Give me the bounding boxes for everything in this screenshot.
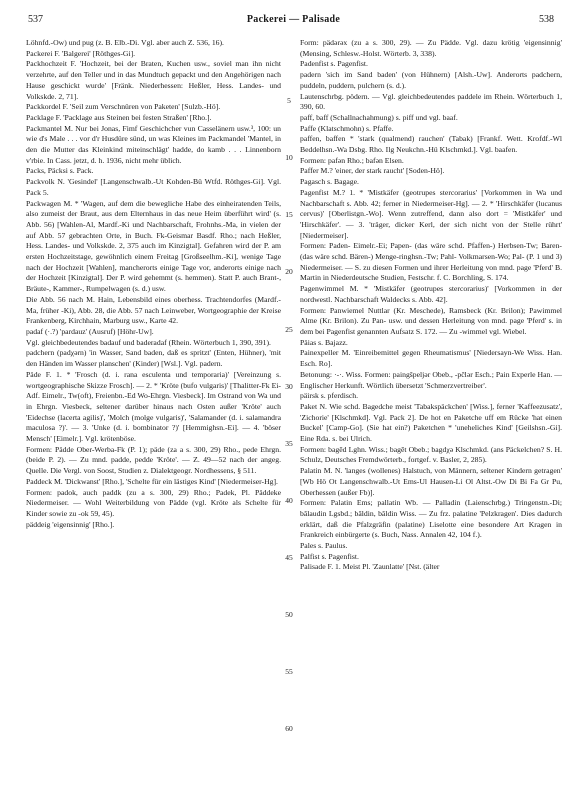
entry: Löhnfd.-Ow) und pug (z. B. Elb.-Di. Vgl. aber auch Z. 536, 16).	[26, 38, 224, 47]
entry: Form: pädərəx (zu a s. 300, 29). — Zu Pädde. Vgl. dazu krötig 'eigensinnig' (Mensing, Schlesw.-Holst. Wörterb. 3, 338).	[300, 38, 562, 58]
entry: Padenfist s. Pagenfist.	[300, 59, 368, 69]
entry: Paffer M.? 'einer, der stark raucht' [Soden-Hö].	[300, 166, 445, 176]
entry: Päias s. Bajazz.	[300, 337, 348, 347]
entry: Formen: Pädde Ober-Werba-Fk (P. 1); päde (za a s. 300, 29) Rho., pede Ehrgn. (beide P. 2). — Zu mnd. padde, pedde 'Kröte'. — Z. 49—52 nach der angeg. Quelle. Die Vergl. von Soost, Studien z. Dialektgeogr. Nordhessens, § 511.	[26, 444, 281, 476]
entry: päddeig 'eigensinnig' [Rho.].	[26, 519, 115, 529]
line-number: 15	[285, 210, 293, 219]
entry: padern 'sich im Sand baden' (von Hühnern) [Alsh.-Uw]. Anderorts padchern, puddeln, puddern, pulchern (s. d.).	[300, 70, 562, 90]
entry: Formen: pafən Rho.; bafən Elsen.	[300, 155, 404, 165]
entry: Painexpeller M. 'Einreibemittel gegen Rheumatismus' [Niedersayn-We Wiss. Han. Esch. Ro].	[300, 348, 562, 369]
entry: Pagenfist M.? 1. * 'Mistkäfer (geotrupes stercorarius' [Vorkommen in Wa und Nachbarschaft s. Abb. 42; ferner in Niedermeiser-Hg]. — 2. * 'Hirschkäfer (lucanus cervus)' [Oberlistgn.-Wo]. Wenn zutreffend, dann also dort = 'Mistkäfer' und 'Hirschkäfer'. — 3. 'träger, dicker Kerl, der sich nicht von der Stelle rührt' [Niedermeiser].	[300, 187, 562, 240]
entry: padaf (·.?) 'pardauz' (Ausruf) [Höhr-Uw].	[26, 326, 154, 336]
entry: Formen: Panwiemel Nuttlar (Kr. Meschede), Ramsbeck (Kr. Brilon); Pawimmel Alme (Kr. Brilon). Zu Pan- usw. und dessen Herleitung von mnd. page 'Pferd' s. in dem bei Pagenfist genannten Aufsatz S. 172. — Zu -wimmel vgl. Wiebel.	[300, 305, 562, 336]
entry: Packerei F. 'Balgerei' [Röthges-Gi].	[26, 48, 136, 58]
line-number: 40	[285, 496, 293, 505]
entry: padchern (padχərn) 'in Wasser, Sand baden, daß es spritzt' (Enten, Hühner), 'mit den Händen im Wasser planschen' (Kinder) [Wsl.]. Vgl. padern.	[26, 348, 281, 369]
left-column	[26, 38, 281, 790]
entry: Packkordel F. 'Seil zum Verschnüren von Paketen' [Sulzb.-Hö].	[26, 102, 221, 112]
entry: Vgl. gleichbedeutendes badauf und baderadaf (Rhein. Wörterbuch 1, 390, 391).	[26, 337, 271, 347]
line-number: 45	[285, 553, 293, 562]
entry: Palfist s. Pagenfist.	[300, 551, 359, 561]
entry: Packhochzeit F. 'Hochzeit, bei der Braten, Kuchen usw., soviel man ihn nicht verzehrte, auf den Teller und in das Mundtuch gepackt und den Angehörigen nach Hause geschickt wurde' [Fränk. Niederhessen: Heßler, Hess. Landes- und Volkskde. 2, 71].	[26, 59, 281, 101]
entry: Palatin M. N. 'langes (wollenes) Halstuch, von Männern, seltener Kindern getragen' [Wb Hö Ot Langenschwalb.-Ut Ems-Ul Hausen-Li Ol Altst.-Ow Di Bi Fa Gr Pu, Oberhessen (außer Fb)].	[300, 466, 562, 497]
entry: Formen: padok, auch paddk (zu a s. 300, 29) Rho.; Padek, Pl. Päddeke Niedermeiser. — Wohl Weiterbildung von Pädde (vgl. Kröte als Schelte für Kinder sowie zu -ok 59, 45).	[26, 487, 281, 518]
page-header	[0, 14, 587, 28]
line-number: 55	[285, 667, 293, 676]
running-title: Packerei — Palisade	[246, 14, 341, 25]
entry: Lautenschrbg. pödern. — Vgl. gleichbedeutendes paddele im Rhein. Wörterbuch 1, 390, 60.	[300, 91, 562, 112]
entry: paffen, baffen * 'stark (qualmend) rauchen' (Tabak) [Frankf. Wett. Krofdf.-Wl Beddelhsn.-Wa Dsbg. Rho. Ilg Neukchn.-Hü Klschmkd.]. Vgl. baafen.	[300, 134, 562, 155]
line-number: 5	[287, 96, 291, 105]
entry: Packlage F. 'Packlage aus Steinen bei festen Straßen' [Rho.].	[26, 112, 212, 122]
entry: Pagenwimmel M. * 'Mistkäfer (geotrupes stercorarius)' [Vorkommen in der nordwestl. Nachbarschaft Waldecks s. Abb. 42].	[300, 284, 562, 304]
line-number: 30	[285, 382, 293, 391]
entry: Päde F. 1. * 'Frosch (d. i. rana esculenta und temporaria)' [Vereinzung s. wortgeographische Skizze Frosch]. — 2. * 'Kröte (bufo vulgaris)' [Thalitter-Fk Ei-Adf. Eimelr., Tw(oft), Freienbn.-Ed Wo-Ehrgn. Viesbeck]. Im Ostrand von Wa und in Ehrgn. Viesbeck, seltener darüber hinaus nach Osten außer 'Kröte' auch 'Eidechse (lacerta agilis)', 'Molch (molge vulgaris)', 'Salamander (d. i. salamandra maculosa ?)'. — 3. 'Unke (d. i. bombinator ?)' [Hemmighsn.-Ei]. — 4. 'böser Mensch' [Eimelr.]. Vgl. krötenböse.	[26, 369, 281, 444]
line-number: 35	[285, 439, 293, 448]
line-number: 10	[285, 153, 293, 162]
entry: Formen: Paden- Eimelr.-Ei; Papen- (das wäre schd. Pfaffen-) Herbsen-Tw; Baren- (das wäre schd. Bären-) Menge-ringhsn.-Tw; Pahl- Volkmarsen-Wo; Pal- (P. 1 und 3) Niedermeiser. — S. zu diesen Formen und ihrer Herleitung von mnd. page 'Pferd' B. Martin in Niederdeutsche Studien, Festschr. f. C. Borchling, S. 174.	[300, 241, 562, 283]
entry: Die Abb. 56 nach M. Hain, Lebensbild eines oberhess. Trachtendorfes (Mardf.-Ma, früher -Ki), Abb. 28, die Abb. 57 nach Leinweber, Wortgeographie der Kreise Frankenberg, Kirchhain, Marburg usw., Karte 42.	[26, 294, 281, 326]
entry: Palisade F. 1. Meist Pl. 'Zaunlatte' [Nst. (älter	[300, 562, 440, 572]
entry: Packmantel M. Nur bei Jonas, Fimf Geschichcher vun Casselänern usw.³, 100: un wie d's Male . . . vor d'r Husdüre sünd, un was Kleines im Packmandel 'Mantel, in den die Mutter das Kleinkind miteinschlägt' hadde, do kamb . . . Linnenborn v'rbie. In Cass. jetzt, d. h. 1936, nicht mehr üblich.	[26, 123, 281, 165]
entry: Packs, Päcksi s. Pack.	[26, 166, 94, 176]
entry: Paket N. Wie schd. Bagedche meist 'Tabakspäckchen' [Wiss.], ferner 'Kaffeezusatz', 'Zichorie' [Klschmkd]. Vgl. Pack 2]. De hot en Paketche uff em Rücke 'hat einen Buckel' [Camp-Go]. (Sie hat ein?) Paketchen * 'uneheliches Kind' [Geilshsn.-Gi]. Eine Rda. s. bei Ulrich.	[300, 401, 562, 444]
entry: Pales s. Paulus.	[300, 541, 348, 551]
entry: Pagasch s. Bagage.	[300, 177, 359, 187]
entry: Formen: bagēd Lghn. Wiss.; bagēt Obeb.; bagdχə Klschmkd. (ans Päckelchen? S. H. Schulz, Deutsches Fremdwörterb., fortgef. v. Basler, 2, 285).	[300, 444, 562, 465]
entry: paff, baff (Schallnachahmung) s. piff und vgl. baaf.	[300, 112, 458, 122]
entry: Betonung: ·-·. Wiss. Formen: paingšpeljər Obeb., -pčlər Esch.; Pain Experle Han. — Englischer Herkunft. Wörtlich übersetzt 'Schmerzvertreiber'.	[300, 369, 562, 390]
entry: Paffe (Klatschmohn) s. Pfaffe.	[300, 123, 394, 133]
page-number-right: 538	[539, 14, 554, 25]
line-number: 60	[285, 724, 293, 733]
line-number: 20	[285, 267, 293, 276]
entry: Packvolk N. 'Gesindel' [Langenschwalb.-Ut Kohden-Bü Wtfd. Röthges-Gi]. Vgl. Pack 5.	[26, 177, 281, 197]
entry: Packwagen M. * 'Wagen, auf dem die bewegliche Habe des einheiratenden Teils, also zumeist der Braut, aus dem Elternhaus in das neue Heim überführt wird' (s. Abb. 56) [Wahlen-Al, Mardf.-Ki und Nachbarschaft, Frohnhs.-Ma, in vielen der auf Abb. 57 gebrachten Orte, in Buch. Fk-Geismar Basdf. Rho.; nach Heßler, Hess. Landes- und Volkskde. 2, 375 auch im Kinzigtal]. Gefahren wird der P. am ersten Hochzeitstage, gewöhnlich einem Freitag [Großseelhm.-Ki], wenige Tage nach der Hochzeit [Wahlen], mancherorts einige Tage vor, anderorts einige nach der Hochzeit [Kinzigtal]. Der P. wird gehemmt (s. hemmen). Statt P. auch Brant-, Bräute-, Kammer-, Rumpelwagen (s. d.) usw.	[26, 198, 281, 294]
entry: päirsk s. pferdisch.	[300, 391, 359, 401]
right-column	[300, 38, 562, 790]
entry: Paddeck M. 'Dickwanst' [Rho.], 'Schelte für ein lästiges Kind' [Niedermeiser-Hg].	[26, 476, 278, 486]
page-number-left: 537	[28, 14, 43, 25]
entry: Formen: Palatin Ems; pallatin Wb. — Palladin (Laienschrbg.) Tringenstn.-Di; bâlaudin Lgsbd.; bâldin, bâldin Wiss. — Zu frz. palatine 'Pelzkragen'. Dies dadurch erklärt, daß die Pfalzgräfin (palatine) Liselotte eine besondere Art Kragen in Frankreich einbürgerte (s. Buch, Nass. Annalen 42, 104 f.).	[300, 498, 562, 540]
line-number: 50	[285, 610, 293, 619]
line-number: 25	[285, 325, 293, 334]
